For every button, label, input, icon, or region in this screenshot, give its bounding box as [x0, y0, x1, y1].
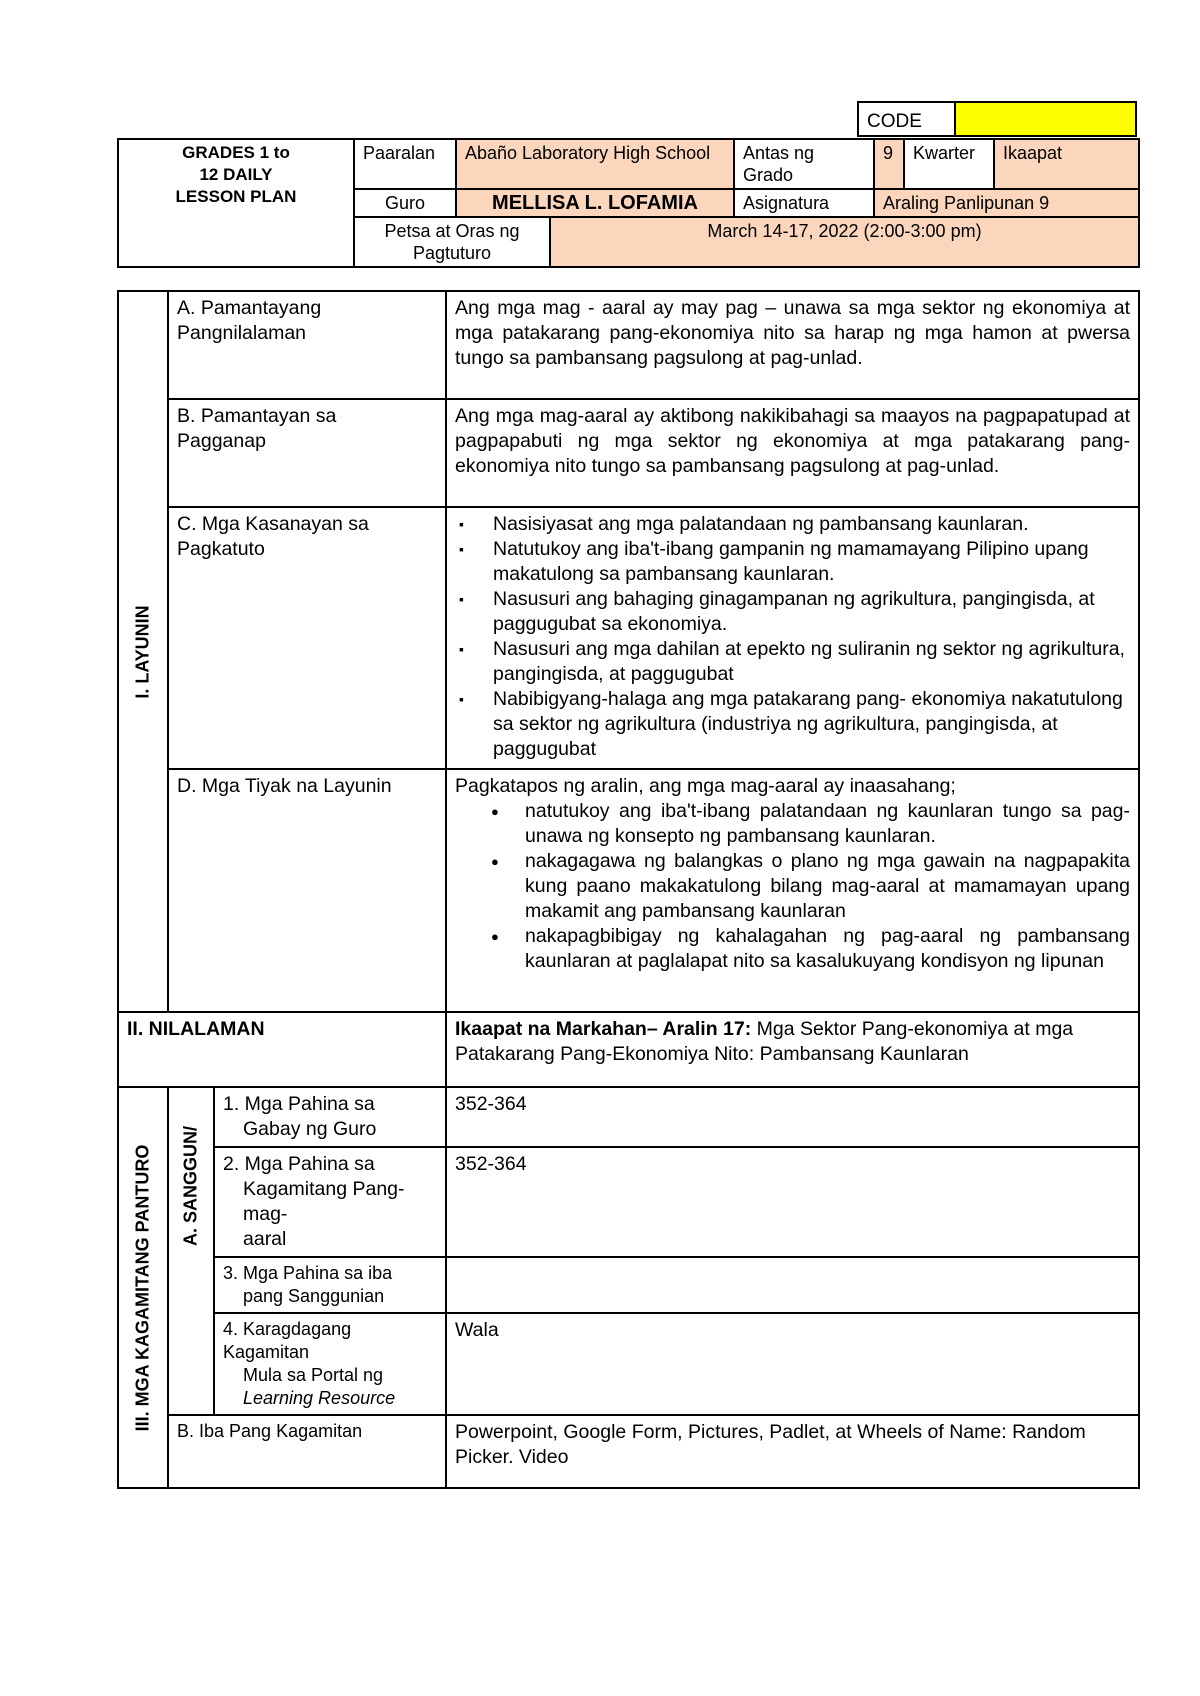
portal-materials-value: Wala	[446, 1313, 1139, 1415]
content-standard-label: A. Pamantayang Pangnilalaman	[168, 291, 446, 399]
other-references-label: 3. Mga Pahina sa iba pang Sanggunian	[214, 1257, 446, 1313]
date-value: March 14-17, 2022 (2:00-3:00 pm)	[550, 217, 1139, 267]
subject-value: Araling Panlipunan 9	[874, 189, 1139, 217]
competencies-list	[446, 507, 1139, 769]
date-label: Petsa at Oras ng Pagtuturo	[354, 217, 550, 267]
lesson-plan-title: GRADES 1 to 12 DAILY LESSON PLAN	[118, 139, 354, 267]
guide-pages-label: 1. Mga Pahina sa Gabay ng Guro	[214, 1087, 446, 1147]
list-item: ● nakapagbibigay ng kahalagahan ng pag-aaral ng pambansang kaunlaran at paglalapat nito sa kasalukuyang kondisyon ng lipunan	[455, 924, 1130, 974]
content-standard-text: Ang mga mag - aaral ay may pag – unawa sa mga sektor ng ekonomiya at mga patakarang pang-ekonomiya nito sa harap ng mga hamon at pwersa tungo sa pambansang pagsulong at pag-unlad.	[446, 291, 1139, 399]
list-item: ▪ Natutukoy ang iba't-ibang gampanin ng mamamayang Pilipino upang makatulong sa pambansang kaunlaran.	[455, 537, 1130, 587]
sanggunian-subsection: A. SANGGUN/	[168, 1087, 214, 1415]
other-materials-value: Powerpoint, Google Form, Pictures, Padlet, at Wheels of Name: Random Picker. Video	[446, 1415, 1139, 1488]
grade-value: 9	[874, 139, 904, 189]
grade-label: Antas ng Grado	[734, 139, 874, 189]
objectives-list	[446, 769, 1139, 1012]
learner-pages-label: 2. Mga Pahina sa Kagamitang Pang- mag- aaral	[214, 1147, 446, 1257]
list-item: ▪ Nasusuri ang bahaging ginagampanan ng agrikultura, pangingisda, at paggugubat sa ekonomiya.	[455, 587, 1130, 637]
list-item: ▪ Nabibigyang-halaga ang mga patakarang pang- ekonomiya nakatutulong sa sektor ng agrikultura (industriya ng agrikultura, pangingisda, at paggugubat	[455, 687, 1130, 762]
code-label: CODE	[859, 103, 956, 135]
subject-label: Asignatura	[734, 189, 874, 217]
objectives-intro: Pagkatapos ng aralin, ang mga mag-aaral ay inaasahang;	[455, 775, 956, 797]
lesson-table	[117, 290, 1140, 1489]
teacher-value: MELLISA L. LOFAMIA	[456, 189, 734, 217]
other-materials-label: B. Iba Pang Kagamitan	[168, 1415, 446, 1488]
layunin-section: I. LAYUNIN	[118, 291, 168, 1012]
school-label: Paaralan	[354, 139, 456, 189]
competencies-label: C. Mga Kasanayan sa Pagkatuto	[168, 507, 446, 769]
list-item: ● nakagagawa ng balangkas o plano ng mga gawain na nagpapakita kung paano makakatulong bilang mag-aaral at mamamayan upang makamit ang pambansang kaunlaran	[455, 849, 1130, 924]
teacher-label: Guro	[354, 189, 456, 217]
guide-pages-value: 352-364	[446, 1087, 1139, 1147]
performance-standard-text: Ang mga mag-aaral ay aktibong nakikibahagi sa maayos na pagpapatupad at pagpapabuti ng mga sektor ng ekonomiya at mga patakarang pang-ekonomiya nito tungo sa pambansang pagsulong at pag-unlad.	[446, 399, 1139, 507]
code-box	[857, 101, 1137, 137]
portal-materials-label: 4. Karagdagang Kagamitan Mula sa Portal ng Learning Resource	[214, 1313, 446, 1415]
code-value	[956, 103, 1135, 135]
nilalaman-value: Ikaapat na Markahan– Aralin 17: Mga Sektor Pang-ekonomiya at mga Patakarang Pang-Ekonomiya Nito: Pambansang Kaunlaran	[446, 1012, 1139, 1087]
kagamitan-section: III. MGA KAGAMITANG PANTURO	[118, 1087, 168, 1488]
objectives-label: D. Mga Tiyak na Layunin	[168, 769, 446, 1012]
nilalaman-label: II. NILALAMAN	[118, 1012, 446, 1087]
list-item: ▪ Nasusuri ang mga dahilan at epekto ng suliranin ng sektor ng agrikultura, pangingisda, at paggugubat	[455, 637, 1130, 687]
learner-pages-value: 352-364	[446, 1147, 1139, 1257]
list-item: ▪ Nasisiyasat ang mga palatandaan ng pambansang kaunlaran.	[455, 512, 1130, 537]
performance-standard-label: B. Pamantayan sa Pagganap	[168, 399, 446, 507]
list-item: ● natutukoy ang iba't-ibang palatandaan ng kaunlaran tungo sa pag-unawa ng konsepto ng pambansang kaunlaran.	[455, 799, 1130, 849]
quarter-value: Ikaapat	[994, 139, 1139, 189]
quarter-label: Kwarter	[904, 139, 994, 189]
header-table	[117, 138, 1140, 268]
school-value: Abaño Laboratory High School	[456, 139, 734, 189]
other-references-value	[446, 1257, 1139, 1313]
